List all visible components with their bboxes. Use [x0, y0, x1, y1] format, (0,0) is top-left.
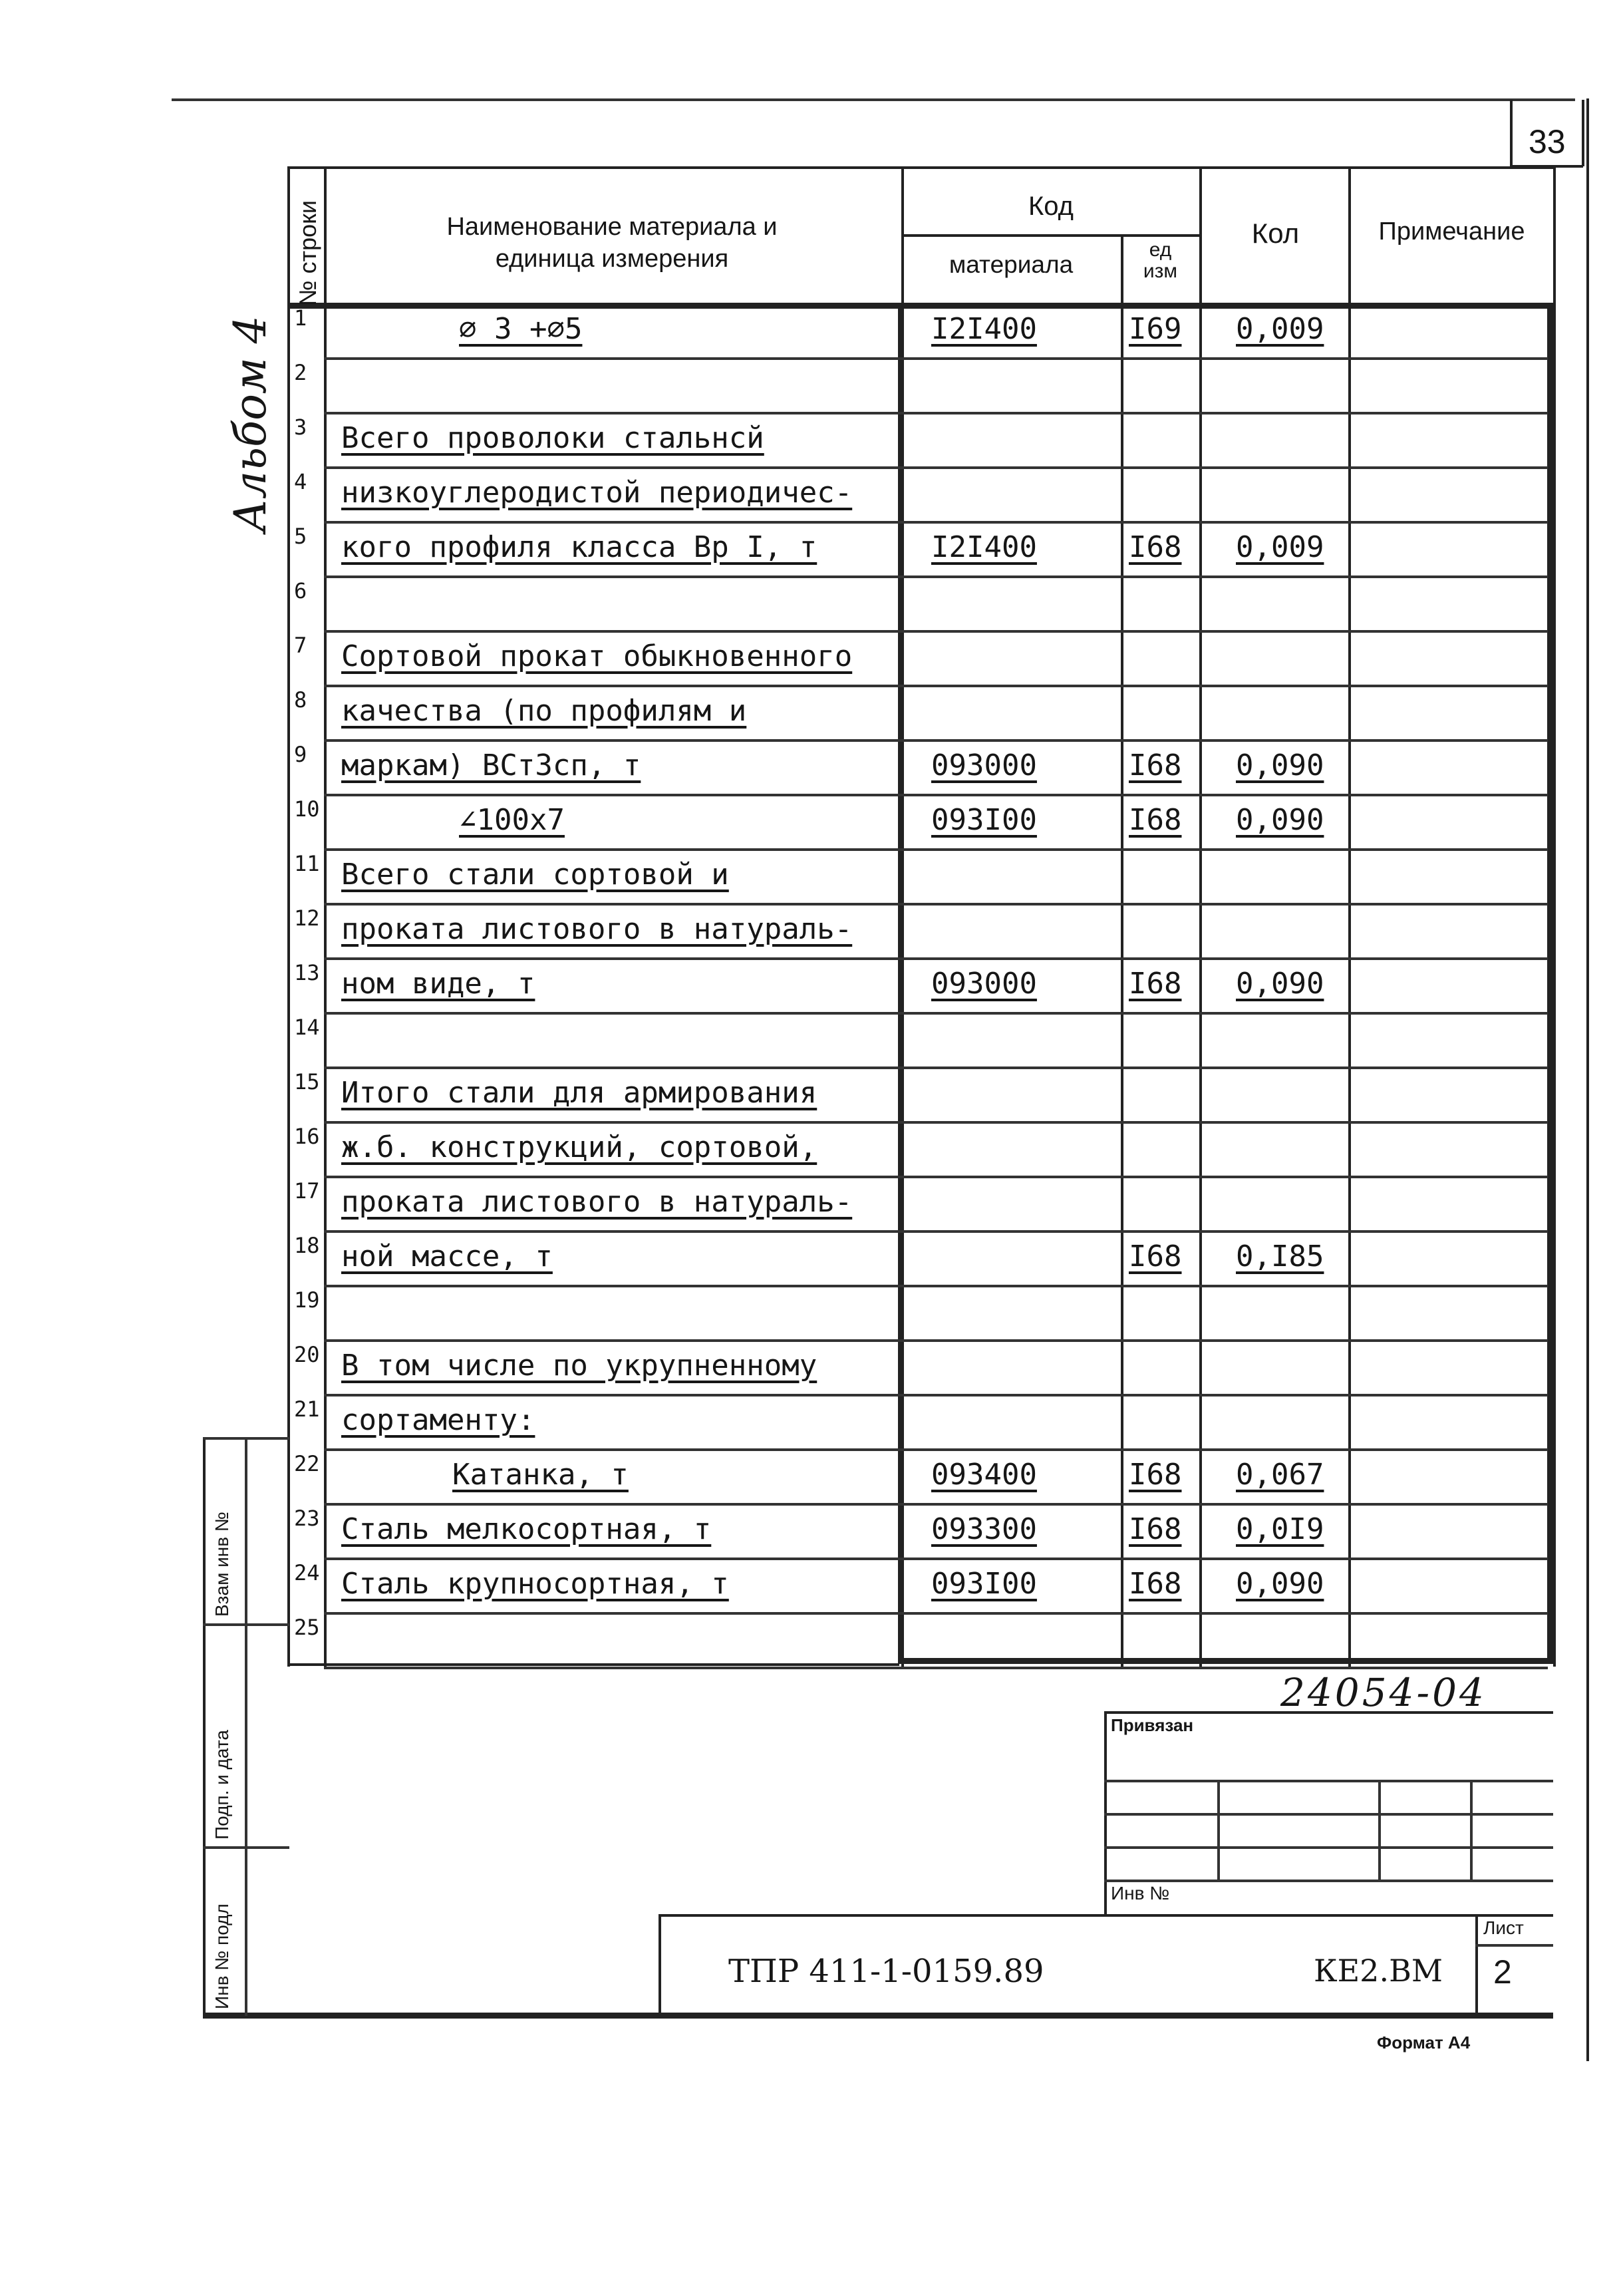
row-number: 2 [294, 360, 307, 385]
row-name-cell: ном виде, т [341, 967, 535, 1001]
row-code-cell: 093300 [931, 1512, 1037, 1546]
margin-original-inventory: Инв № подл [212, 1903, 232, 2009]
row-number: 25 [294, 1615, 320, 1640]
row-number: 4 [294, 469, 307, 494]
row-name-cell: ∅ 3 +∅5 [459, 312, 583, 346]
row-number: 16 [294, 1124, 320, 1149]
row-unit-cell: I68 [1129, 748, 1182, 782]
stamp-grid-vline-2 [1378, 1780, 1381, 1880]
row-name-cell: проката листового в натураль- [341, 912, 853, 946]
row-number: 12 [294, 905, 320, 931]
row-number: 6 [294, 578, 307, 603]
row-name-cell: низкоуглеродистой периодичес- [341, 476, 853, 510]
header-material: материала [949, 251, 1074, 278]
inventory-number-label: Инв № [1111, 1883, 1170, 1903]
table-bottom-line [287, 1663, 899, 1666]
row-number: 14 [294, 1015, 320, 1040]
row-number: 17 [294, 1178, 320, 1204]
row-name-cell: Сталь крупносортная, т [341, 1567, 729, 1601]
header-quantity: Кол [1251, 218, 1300, 249]
stamp-grid-line-3 [1104, 1846, 1553, 1849]
col-divider-unit [1121, 236, 1123, 1667]
row-name-cell: ∠100x7 [459, 803, 565, 837]
row-name-cell: Всего стали сортовой и [341, 858, 729, 892]
row-unit-cell: I68 [1129, 530, 1182, 564]
row-unit-cell: I69 [1129, 312, 1182, 346]
row-unit-cell: I68 [1129, 1239, 1182, 1273]
margin-divider-1 [203, 1623, 289, 1626]
row-name-cell: сортаменту: [341, 1403, 535, 1437]
row-number: 13 [294, 960, 320, 985]
row-line [324, 1012, 1548, 1015]
margin-replace-inventory: Взам инв № [212, 1512, 232, 1617]
row-qty-cell: 0,067 [1236, 1458, 1324, 1492]
format-label: Формат А4 [1377, 2033, 1471, 2052]
stamp-grid-line-1 [1104, 1780, 1553, 1782]
col-divider-qty [1199, 166, 1202, 1667]
row-unit-cell: I68 [1129, 1512, 1182, 1546]
row-number: 9 [294, 742, 307, 767]
sheet-label: Лист [1483, 1917, 1524, 1938]
stamp-grid-line-4 [1104, 1880, 1553, 1882]
row-code-cell: 093000 [931, 967, 1037, 1001]
row-name-cell: качества (по профилям и [341, 694, 747, 728]
row-line [324, 575, 1548, 578]
row-qty-cell: 0,090 [1236, 1567, 1324, 1601]
row-unit-cell: I68 [1129, 1458, 1182, 1492]
page-number-box-right [1582, 100, 1584, 166]
margin-divider-2 [203, 1846, 289, 1849]
row-number: 3 [294, 414, 307, 440]
row-qty-cell: 0,090 [1236, 967, 1324, 1001]
data-frame-left [898, 303, 904, 1663]
stamp-grid-vline-3 [1470, 1780, 1473, 1880]
col-divider-note [1348, 166, 1351, 1667]
stamp-top-line [1104, 1711, 1553, 1714]
row-qty-cell: 0,090 [1236, 803, 1324, 837]
doc-code: 24054-04 [1280, 1670, 1487, 1715]
row-number: 5 [294, 524, 307, 549]
page-number: 33 [1529, 123, 1566, 160]
margin-inner-line [245, 1437, 247, 2016]
title-block-top [659, 1914, 1553, 1917]
row-name-cell: ной массе, т [341, 1239, 553, 1273]
sheet-code: КЕ2.ВМ [1314, 1953, 1443, 1989]
row-name-cell: ж.б. конструкций, сортовой, [341, 1130, 817, 1164]
margin-signature-date: Подп. и дата [212, 1730, 232, 1840]
row-number: 8 [294, 687, 307, 713]
row-unit-cell: I68 [1129, 967, 1182, 1001]
row-number: 15 [294, 1069, 320, 1094]
margin-top-line [203, 1437, 289, 1440]
row-number: 21 [294, 1396, 320, 1422]
table-top-border [287, 166, 1554, 169]
row-code-cell: 093400 [931, 1458, 1037, 1492]
row-unit-cell: I68 [1129, 1567, 1182, 1601]
row-number: 24 [294, 1560, 320, 1585]
row-name-cell: Катанка, т [452, 1458, 629, 1492]
title-block-sheet-divider [1475, 1914, 1478, 2014]
row-unit-cell: I68 [1129, 803, 1182, 837]
header-note: Примечание [1378, 218, 1525, 246]
row-name-cell: Всего проволоки стальнсй [341, 421, 764, 455]
header-row-number: № строки [294, 200, 321, 306]
linked-label: Привязан [1111, 1715, 1194, 1735]
code-subheader-line [901, 234, 1201, 237]
table-right-border [1553, 166, 1556, 1667]
row-line [324, 357, 1548, 360]
header-code: Код [1028, 192, 1074, 221]
row-name-cell: маркам) ВСт3сп, т [341, 748, 641, 782]
sheet-number: 2 [1493, 1953, 1512, 1991]
row-code-cell: 093I00 [931, 803, 1037, 837]
row-code-cell: 093000 [931, 748, 1037, 782]
rownum-divider [324, 166, 327, 1667]
row-name-cell: проката листового в натураль- [341, 1185, 853, 1219]
table-left-border [287, 166, 290, 1667]
row-number: 22 [294, 1451, 320, 1476]
header-unit: ед изм [1143, 239, 1178, 282]
row-qty-cell: 0,009 [1236, 530, 1324, 564]
row-name-cell: кого профиля класса Вр I, т [341, 530, 817, 564]
row-code-cell: I2I400 [931, 312, 1037, 346]
top-rule [172, 98, 1575, 101]
page-bottom-line [203, 2013, 1553, 2019]
row-qty-cell: 0,0I9 [1236, 1512, 1324, 1546]
stamp-grid-vline-1 [1217, 1780, 1220, 1880]
row-line [324, 1667, 1548, 1669]
row-number: 7 [294, 633, 307, 658]
album-label: Альбом 4 [225, 315, 276, 532]
row-name-cell: В том числе по укрупненному [341, 1349, 817, 1383]
sheet-label-line [1475, 1944, 1553, 1947]
page-number-box-left [1510, 100, 1513, 166]
project-code: ТПР 411-1-0159.89 [728, 1953, 1044, 1990]
row-qty-cell: 0,I85 [1236, 1239, 1324, 1273]
header-name: Наименование материала и единица измерения [446, 213, 778, 273]
stamp-grid-line-2 [1104, 1813, 1553, 1816]
row-code-cell: I2I400 [931, 530, 1037, 564]
row-name-cell: Итого стали для армирования [341, 1076, 817, 1110]
margin-outer-line [203, 1437, 206, 2016]
row-name-cell: Сортовой прокат обыкновенного [341, 639, 853, 673]
row-line [324, 1285, 1548, 1287]
title-block-left [659, 1914, 661, 2014]
row-number: 20 [294, 1342, 320, 1367]
page-right-edge [1586, 98, 1589, 2061]
row-number: 19 [294, 1287, 320, 1313]
data-frame-right [1547, 303, 1553, 1663]
row-number: 23 [294, 1506, 320, 1531]
row-number: 1 [294, 305, 307, 331]
row-number: 18 [294, 1233, 320, 1258]
data-frame-bottom [898, 1658, 1553, 1664]
row-name-cell: Сталь мелкосортная, т [341, 1512, 712, 1546]
row-number: 11 [294, 851, 320, 876]
row-line [324, 1612, 1548, 1615]
row-number: 10 [294, 796, 320, 822]
row-code-cell: 093I00 [931, 1567, 1037, 1601]
row-qty-cell: 0,090 [1236, 748, 1324, 782]
row-qty-cell: 0,009 [1236, 312, 1324, 346]
